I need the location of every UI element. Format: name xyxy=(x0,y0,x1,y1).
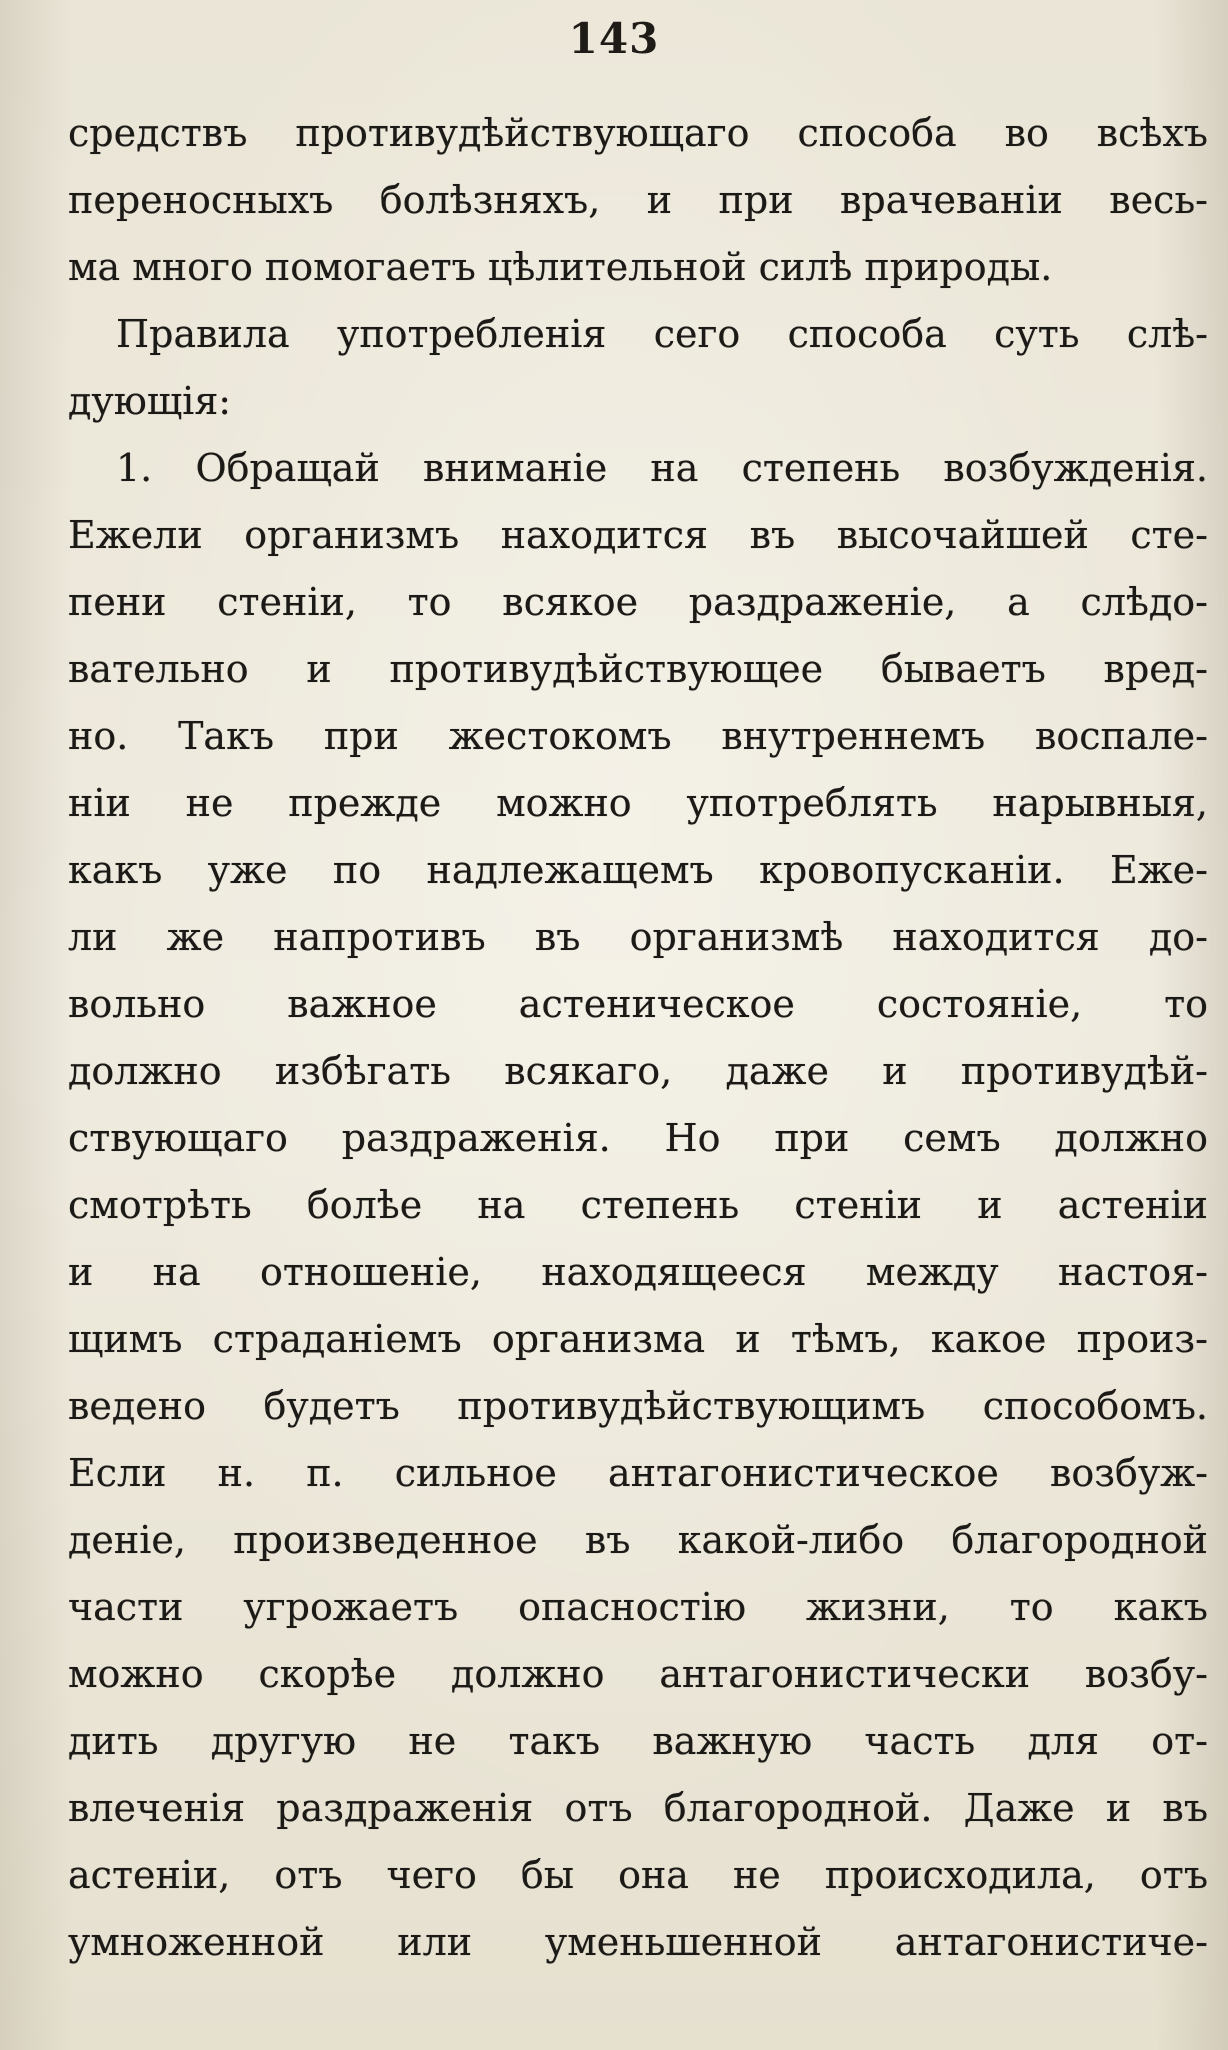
text-line: ли же напротивъ въ организмѣ находится до- xyxy=(68,915,1208,959)
text-line: пени стеніи, то всякое раздраженіе, а слѣдо- xyxy=(68,580,1208,624)
text-line: вательно и противудѣйствующее бываетъ вред- xyxy=(68,647,1208,691)
text-line: переносныхъ болѣзняхъ, и при врачеваніи весь- xyxy=(68,178,1208,222)
text-line: астеніи, отъ чего бы она не происходила, отъ xyxy=(68,1853,1208,1897)
page-number: 143 xyxy=(568,14,660,63)
text-line: Если н. п. сильное антагонистическое возбуж- xyxy=(68,1451,1208,1495)
text-line: дующія: xyxy=(68,379,232,423)
text-line: части угрожаетъ опасностію жизни, то какъ xyxy=(68,1585,1208,1629)
text-line: щимъ страданіемъ организма и тѣмъ, какое произ- xyxy=(68,1317,1208,1361)
text-line: дить другую не такъ важную часть для от- xyxy=(68,1719,1208,1763)
text-line: должно избѣгать всякаго, даже и противудѣй- xyxy=(68,1049,1208,1093)
page-body-text xyxy=(68,100,1208,1976)
text-line: влеченія раздраженія отъ благородной. Даже и въ xyxy=(68,1786,1208,1830)
text-line: Правила употребленія сего способа суть слѣ- xyxy=(116,312,1208,356)
text-line: ствующаго раздраженія. Но при семъ должно xyxy=(68,1116,1208,1160)
text-line: деніе, произведенное въ какой-либо благородной xyxy=(68,1518,1208,1562)
text-line: средствъ противудѣйствующаго способа во всѣхъ xyxy=(68,111,1208,155)
text-line: умноженной или уменьшенной антагонистиче- xyxy=(68,1920,1208,1964)
text-line: смотрѣть болѣе на степень стеніи и астеніи xyxy=(68,1183,1208,1227)
text-line: можно скорѣе должно антагонистически возбу- xyxy=(68,1652,1208,1696)
text-line: но. Такъ при жестокомъ внутреннемъ воспале- xyxy=(68,714,1208,758)
text-line: какъ уже по надлежащемъ кровопусканіи. Еже- xyxy=(68,848,1208,892)
text-line: и на отношеніе, находящееся между настоя- xyxy=(68,1250,1208,1294)
text-line: Ежели организмъ находится въ высочайшей сте- xyxy=(68,513,1208,557)
text-line: вольно важное астеническое состояніе, то xyxy=(68,982,1208,1026)
text-line: 1. Обращай вниманіе на степень возбужденія. xyxy=(116,446,1208,490)
text-line: ведено будетъ противудѣйствующимъ способомъ. xyxy=(68,1384,1208,1428)
text-line: ніи не прежде можно употреблять нарывныя, xyxy=(68,781,1208,825)
text-line: ма много помогаетъ цѣлительной силѣ природы. xyxy=(68,245,1053,289)
